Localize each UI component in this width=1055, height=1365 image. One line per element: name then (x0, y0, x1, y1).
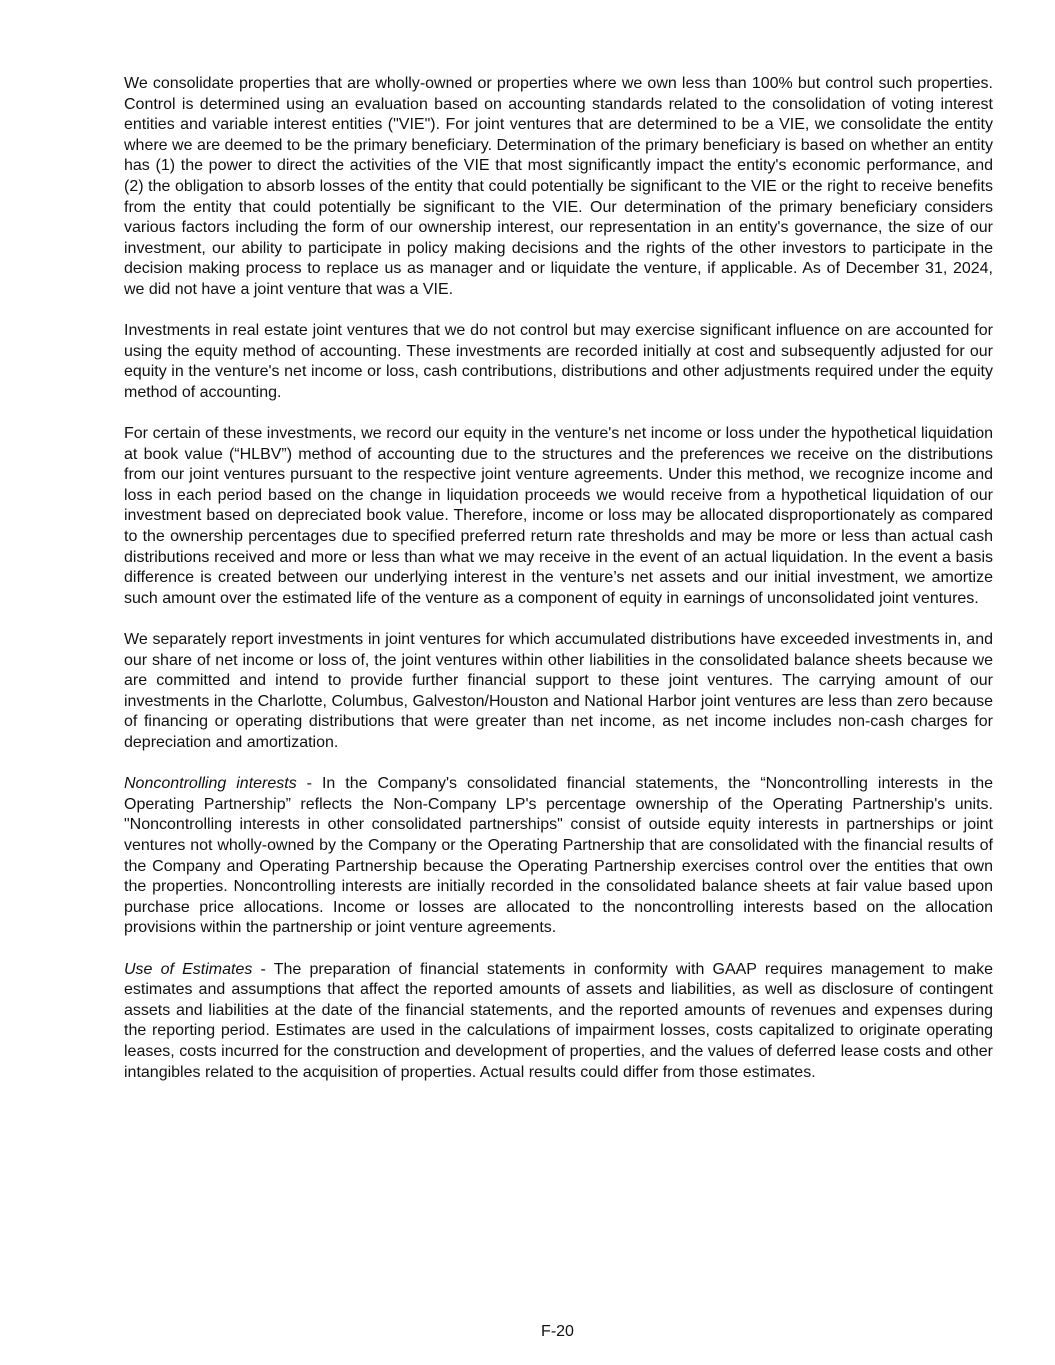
paragraph-use-of-estimates-text: - The preparation of financial statements in conformity with GAAP requires management to make estimates and assumptions that affect the reported amounts of assets and liabilities, as well as disclosure of contingent assets and liabilities at the date of the financial statements, and the reported amounts of revenues and expenses during the reporting period. Estimates are used in the calculations of impairment losses, costs capitalized to originate operating leases, costs incurred for the construction and development of properties, and the values of deferred lease costs and other intangibles related to the acquisition of properties. Actual results could differ from those estimates. (124, 960, 993, 1081)
document-body (124, 74, 993, 1083)
paragraph-hlbv-method: For certain of these investments, we record our equity in the venture's net income or loss under the hypothetical liquidation at book value (“HLBV”) method of accounting due to the structures and the preferences we receive on the distributions from our joint ventures pursuant to the respective joint venture agreements. Under this method, we recognize income and loss in each period based on the change in liquidation proceeds we would receive from a hypothetical liquidation of our investment based on depreciated book value. Therefore, income or loss may be allocated disproportionately as compared to the ownership percentages due to specified preferred return rate thresholds and may be more or less than actual cash distributions received and more or less than what we may receive in the event of an actual liquidation. In the event a basis difference is created between our underlying interest in the venture’s net assets and our initial investment, we amortize such amount over the estimated life of the venture as a component of equity in earnings of unconsolidated joint ventures. (124, 425, 993, 607)
paragraph-negative-investments: We separately report investments in joint ventures for which accumulated distributions have exceeded investments in, and our share of net income or loss of, the joint ventures within other liabilities in the consolidated balance sheets because we are committed and intend to provide further financial support to these joint ventures. The carrying amount of our investments in the Charlotte, Columbus, Galveston/Houston and National Harbor joint ventures are less than zero because of financing or operating distributions that were greater than net income, as net income includes non-cash charges for depreciation and amortization. (124, 631, 993, 751)
page-number: F-20 (541, 1323, 574, 1340)
paragraph-consolidation-policy: We consolidate properties that are wholly-owned or properties where we own less than 100% but control such properties. Control is determined using an evaluation based on accounting standards related to the consolidation of voting interest entities and variable interest entities ("VIE"). For joint ventures that are determined to be a VIE, we consolidate the entity where we are deemed to be the primary beneficiary. Determination of the primary beneficiary is based on whether an entity has (1) the power to direct the activities of the VIE that most significantly impact the entity's economic performance, and (2) the obligation to absorb losses of the entity that could potentially be significant to the VIE or the right to receive benefits from the entity that could potentially be significant to the VIE. Our determination of the primary beneficiary considers various factors including the form of our ownership interest, our representation in an entity's governance, the size of our investment, our ability to participate in policy making decisions and the rights of the other investors to participate in the decision making process to replace us as manager and or liquidate the venture, if applicable. As of December 31, 2024, we did not have a joint venture that was a VIE. (124, 75, 993, 298)
term-use-of-estimates: Use of Estimates (124, 960, 253, 978)
paragraph-noncontrolling-interests (124, 774, 993, 939)
term-noncontrolling-interests: Noncontrolling interests (124, 775, 297, 793)
paragraph-noncontrolling-interests-text: - In the Company's consolidated financial statements, the “Noncontrolling interests in the Operating Partnership” reflects the Non-Company LP's percentage ownership of the Operating Partnership's units. "Noncontrolling interests in other consolidated partnerships" consist of outside equity interests in partnerships or joint ventures not wholly-owned by the Company or the Operating Partnership that are consolidated with the financial results of the Company and Operating Partnership because the Operating Partnership exercises control over the entities that own the properties. Noncontrolling interests are initially recorded in the consolidated balance sheets at fair value based upon purchase price allocations. Income or losses are allocated to the noncontrolling interests based on the allocation provisions within the partnership or joint venture agreements. (124, 775, 993, 937)
paragraph-use-of-estimates (124, 960, 993, 1084)
paragraph-equity-method: Investments in real estate joint ventures that we do not control but may exercise significant influence on are accounted for using the equity method of accounting. These investments are recorded initially at cost and subsequently adjusted for our equity in the venture's net income or loss, cash contributions, distributions and other adjustments required under the equity method of accounting. (124, 322, 993, 401)
